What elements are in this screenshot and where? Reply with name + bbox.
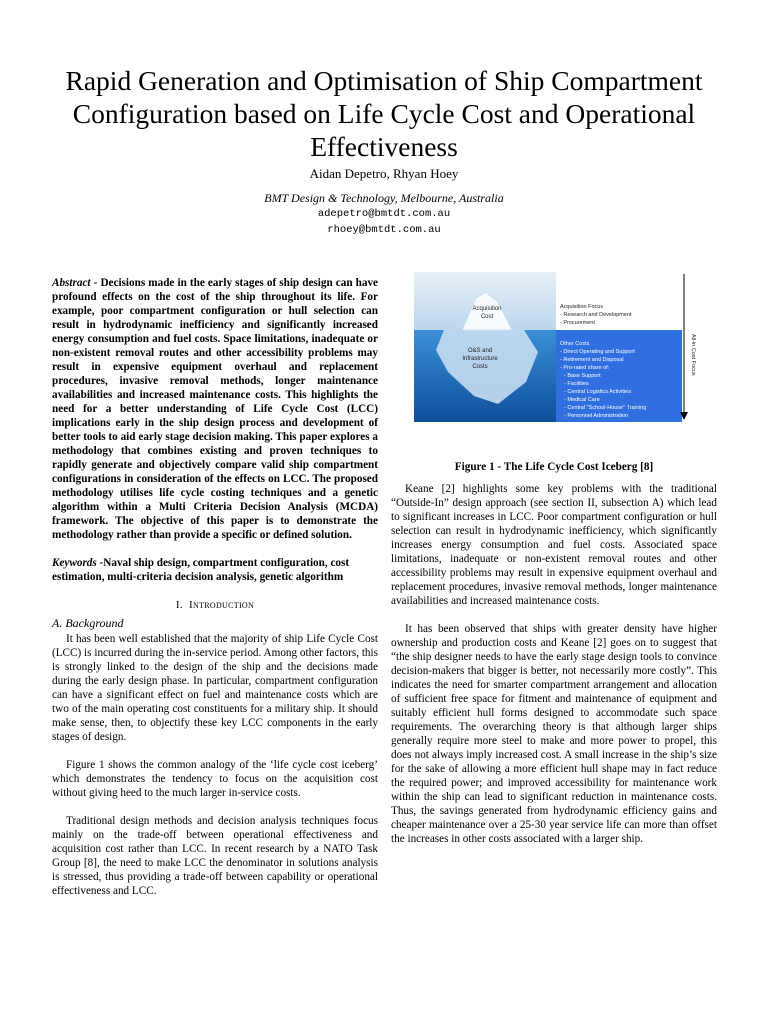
- body-paragraph: It has been well established that the majority of ship Life Cycle Cost (LCC) is incurred during the in-service period. Among other factors, this is strongly linked to the design of the ship and the decisions made during the early design phase. In particular, compartment configuration can have a significant effect on fuel and maintenance costs which are two of the main operating cost constituents for a military ship. It should make sense, then, to objectify these key LCC components in the early stages of design.: [52, 633, 378, 743]
- other-costs-line: - Medical Care: [564, 397, 600, 403]
- acq-focus-line: Acquisition Focus: [560, 304, 604, 310]
- other-costs-line: - Pro-rated share of:: [560, 365, 610, 371]
- tip-label-1: Acquisition: [472, 306, 502, 312]
- authors: Aidan Depetro, Rhyan Hoey: [309, 166, 459, 181]
- email-2: rhoey@bmtdt.com.au: [327, 224, 441, 236]
- tip-label-2: Cost: [480, 314, 494, 320]
- iceberg-graphic: [414, 272, 704, 422]
- other-costs-line: - Facilities: [564, 381, 589, 387]
- other-costs-line: - Base Support: [564, 373, 601, 379]
- other-costs-line: - Direct Operating and Support: [560, 349, 635, 355]
- other-costs-line: - Central Logistics Activities: [564, 389, 631, 395]
- body-paragraph: It has been observed that ships with greater density have higher ownership and production costs and Keane [2] goes on to suggest that “the ship designer needs to have the early stage design tools to convince decision-makers that bigger is better, not necessarily more costly”. This indicates the need for smarter compartment arrangement and allocation of sufficient free space for fitment and maintenance of equipment and suitably efficient hull forms designed to accommodate such space requirements. The overarching theory is that although larger ships generally require more steel to make and more power to propel, this does not always imply increased cost. A small increase in the ship’s size for the sake of allowing a more efficient hull shape may in fact reduce the required power; and improved accessibility for maintenance work within the ship can lead to significant reduction in maintenance costs. Thus, the savings generated from hydrodynamic efficiency gains and cheaper maintenance over a 25-30 year service life can more than offset the increases in other costs associated with a larger ship.: [391, 623, 717, 845]
- section-heading: [52, 598, 378, 612]
- abstract-text: Decisions made in the early stages of ship design can have profound effects on the cost of the ship throughout its life. For example, poor compartment configuration or hull selection can result in hydrodynamic inefficiency and significantly increased energy consumption and fuel costs. Space limitations, inadequate or non-existent removal routes and other accessibility problems may result in expensive equipment overhaul and replacement procedures, invasive removal methods, longer maintenance availabilities and increased maintenance costs. This highlights the need for a better understanding of Life Cycle Cost (LCC) implications early in the ship design process and development of better tools to aid early stage decision making. This paper explores a methodology that combines existing and proven techniques to rapidly generate and objectively compare valid ship compartment configurations in consideration of the effects on LCC. The proposed methodology utilises life cycle costing techniques and a genetic algorithm within a Multi Criteria Decision Analysis (MCDA) framework. The objective of this paper is to demonstrate the methodology rather than provide a specific or defined solution.: [52, 277, 379, 541]
- acq-focus-line: - Research and Development: [560, 312, 632, 318]
- abstract: [52, 276, 378, 542]
- body-paragraph: Figure 1 shows the common analogy of the ‘life cycle cost iceberg’ which demonstrates the tendency to focus on the acquisition cost without giving heed to the much larger in-service costs.: [52, 759, 378, 799]
- other-costs-line: - Central "School-House" Training: [564, 405, 647, 411]
- section-number: I.: [175, 599, 183, 611]
- base-label-1: O&S and: [467, 348, 493, 354]
- figure-caption: Figure 1 - The Life Cycle Cost Iceberg [8]: [454, 461, 654, 473]
- base-label-2: Infrastructure: [462, 356, 498, 362]
- abstract-label: Abstract -: [52, 277, 98, 289]
- other-costs-line: - Personnel Administration: [564, 413, 629, 419]
- paper-title: Rapid Generation and Optimisation of Ship Compartment Configuration based on Life Cycle Cost and Operational Effectiveness: [65, 65, 703, 162]
- section-title: Introduction: [189, 599, 255, 611]
- right-column: [391, 482, 717, 846]
- left-column: [52, 276, 378, 898]
- keywords: [52, 556, 378, 584]
- body-paragraph: Keane [2] highlights some key problems with the traditional “Outside-In” design approach (see section II, subsection A) which lead to significant increases in LCC. Poor compartment configuration or hull selection can result in hydrodynamic inefficiency, which significantly increases energy consumption and fuel costs. Associated space limitations, inadequate or non-existent removal routes and other accessibility problems may result in expensive equipment overhaul and replacement procedures, invasive removal methods, longer maintenance availabilities and increased maintenance costs.: [391, 483, 717, 607]
- keywords-label: Keywords -: [52, 557, 104, 569]
- other-costs-line: Other Costs: [560, 341, 590, 347]
- base-label-3: Costs: [472, 364, 488, 370]
- email-1: adepetro@bmtdt.com.au: [317, 208, 451, 220]
- subsection-heading: A. Background: [52, 616, 124, 630]
- acq-focus-line: - Procurement: [560, 320, 595, 326]
- keywords-text: Naval ship design, compartment configuration, cost estimation, multi-criteria decision analysis, genetic algorithm: [52, 557, 350, 583]
- affiliation: BMT Design & Technology, Melbourne, Australia: [264, 191, 504, 205]
- all-in-cost-label: All-in Cost Focus: [690, 334, 696, 376]
- iceberg-figure: [414, 272, 704, 422]
- body-paragraph: Traditional design methods and decision analysis techniques focus mainly on the trade-off between operational effectiveness and acquisition cost rather than LCC. In recent research by a NATO Task Group [8], the need to make LCC the denominator in solutions analysis is stressed, thus providing a trade-off between capability or operational effectiveness and LCC.: [52, 815, 378, 897]
- other-costs-line: - Retirement and Disposal: [560, 357, 624, 363]
